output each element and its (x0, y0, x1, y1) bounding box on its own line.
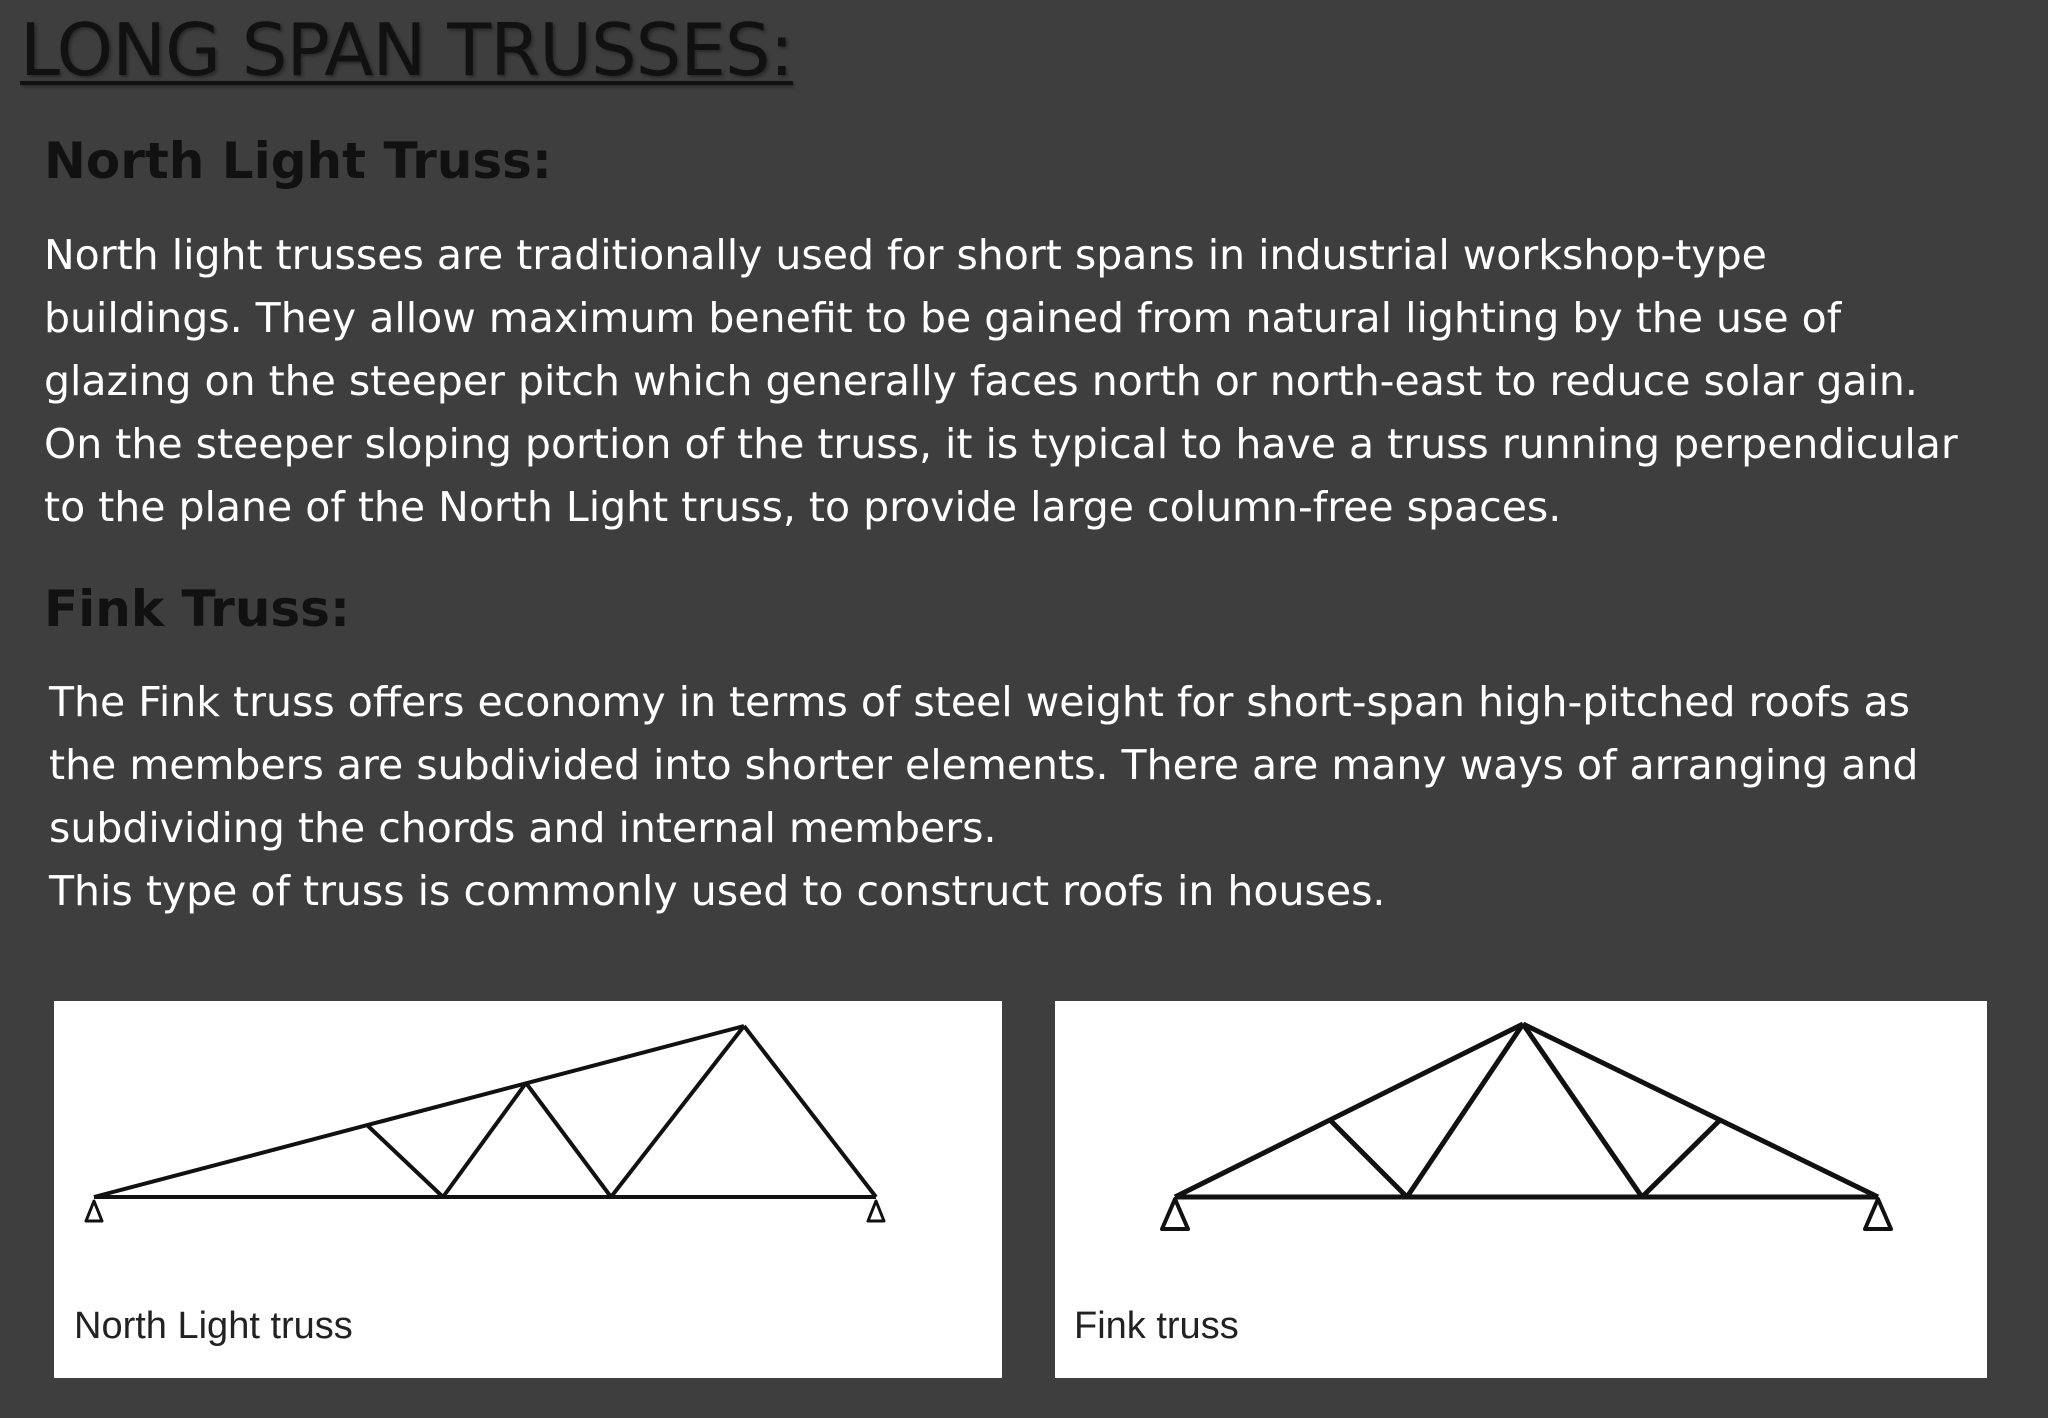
fink-line: This type of truss is commonly used to construct roofs in houses. (49, 867, 1386, 915)
north-light-line: On the steeper sloping portion of the truss, it is typical to have a truss running perpendicular (44, 420, 1958, 468)
north-light-figure (54, 1001, 1002, 1378)
fink-description (49, 671, 2039, 923)
north-light-line: glazing on the steeper pitch which generally faces north or north-east to reduce solar gain. (44, 357, 1918, 405)
fink-heading: Fink Truss: (44, 580, 350, 638)
north-light-caption: North Light truss (74, 1305, 353, 1347)
north-light-line: North light trusses are traditionally used for short spans in industrial workshop-type (44, 231, 1767, 279)
slide-title: LONG SPAN TRUSSES: (20, 8, 793, 92)
fink-line: subdividing the chords and internal members. (49, 804, 997, 852)
fink-caption: Fink truss (1074, 1305, 1239, 1347)
fink-figure (1055, 1001, 1987, 1378)
north-light-line: buildings. They allow maximum benefit to be gained from natural lighting by the use of (44, 294, 1842, 342)
fink-line: The Fink truss offers economy in terms of steel weight for short-span high-pitched roofs as (49, 678, 1910, 726)
north-light-line: to the plane of the North Light truss, to provide large column-free spaces. (44, 483, 1562, 531)
north-light-description (44, 224, 2034, 539)
fink-line: the members are subdivided into shorter elements. There are many ways of arranging and (49, 741, 1919, 789)
north-light-heading: North Light Truss: (44, 132, 552, 190)
